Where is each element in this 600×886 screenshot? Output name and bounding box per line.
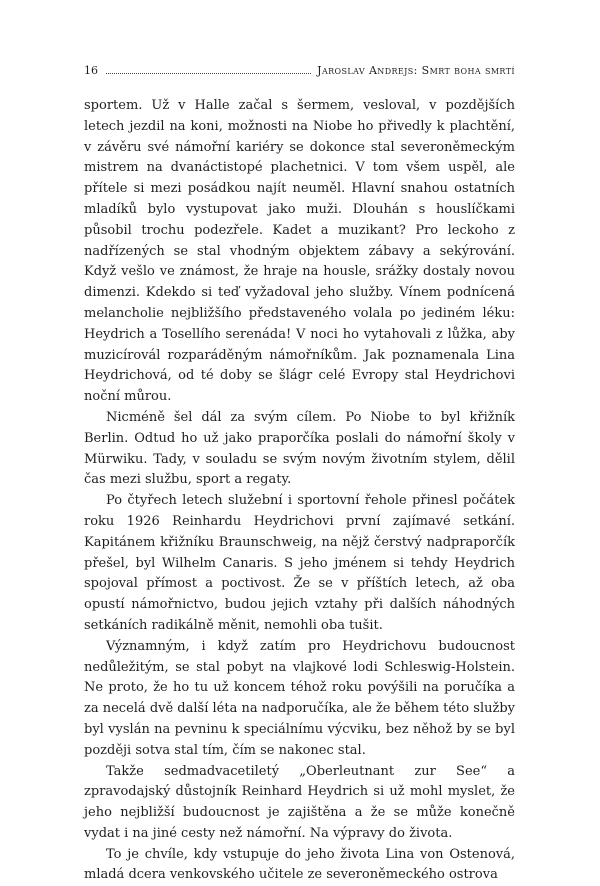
body-text: [84, 96, 515, 886]
paragraph: Významným, i když zatím pro Heydrichovu budoucnost nedůležitým, se stal pobyt na vlajkové lodi Schleswig-Holstein. Ne proto, že ho tu už koncem téhož roku povýšili na poručíka a za necelá dvě další léta na nadporučíka, ale že během této služby byl vyslán na pevninu k speciálnímu výcviku, bez něhož by se byl později sotva stal tím, čím se nakonec stal.: [84, 638, 515, 758]
running-title: Jaroslav Andrejs: Smrt boha smrtí: [317, 64, 515, 77]
paragraph: Po čtyřech letech služební i sportovní řehole přinesl počátek roku 1926 Reinhardu Heydrichovi první zajímavé setkání. Kapitánem křižníku Braunschweig, na nějž čerstvý nadpraporčík přešel, byl Wilhelm Canaris. S jeho jménem si tehdy Heydrich spojoval přímost a poctivost. Že se v příštích letech, až oba opustí námořnictvo, budou jejich vztahy při dalších náhodných setkáních radikálně měnit, nemohli oba tušit.: [84, 493, 515, 633]
dotted-leader: [106, 73, 311, 74]
paragraph: sportem. Už v Halle začal s šermem, vesloval, v pozdějších letech jezdil na koni, možnosti na Niobe ho přivedly k plachtění, v závěru své námořní kariéry se dokonce stal severoněmeckým mistrem na dvanáctistopé plachetnici. V tom všem uspěl, ale přítele si mezi posádkou najít neuměl. Hlavní snahou ostatních mladíků bylo vystupovat jako muži. Dlouhán s houslíčkami působil trochu podezřele. Kadet a muzikant? Pro leckoho z nadřízených se stal vhodným objektem zábavy a sekýrování. Když vešlo ve známost, že hraje na housle, srážky dostaly novou dimenzi. Kdekdo si teď vyžadoval jeho služby. Vínem podnícená melancholie nejbližšího představeného volala po jediném léku: Heydrich a Tosellího serenáda! V noci ho vytahovali z lůžka, aby muzicírovál rozparáděným námořníkům. Jak poznamenala Lina Heydrichová, od té doby se šlágr celé Evropy stal Heydrichovi noční můrou.: [84, 98, 515, 405]
running-header: [84, 64, 515, 78]
paragraph: Nicméně šel dál za svým cílem. Po Niobe to byl křižník Berlin. Odtud ho už jako praporčíka poslali do námořní školy v Mürwiku. Tady, v souladu se svým novým životním stylem, dělil čas mezi službu, sport a regaty.: [84, 409, 515, 488]
paragraph: To je chvíle, kdy vstupuje do jeho života Lina von Ostenová, mladá dcera venkovského učitele ze severoněmeckého ostrova: [84, 846, 515, 883]
page-number: 16: [84, 64, 98, 77]
paragraph: Takže sedmadvacetiletý „Oberleutnant zur See“ a zpravodajský důstojník Reinhard Heydrich si už mohl myslet, že jeho nejbližší budoucnost je zajištěna a že se může konečně vydat i na jiné cesty než námořní. Na výpravy do života.: [84, 763, 515, 841]
